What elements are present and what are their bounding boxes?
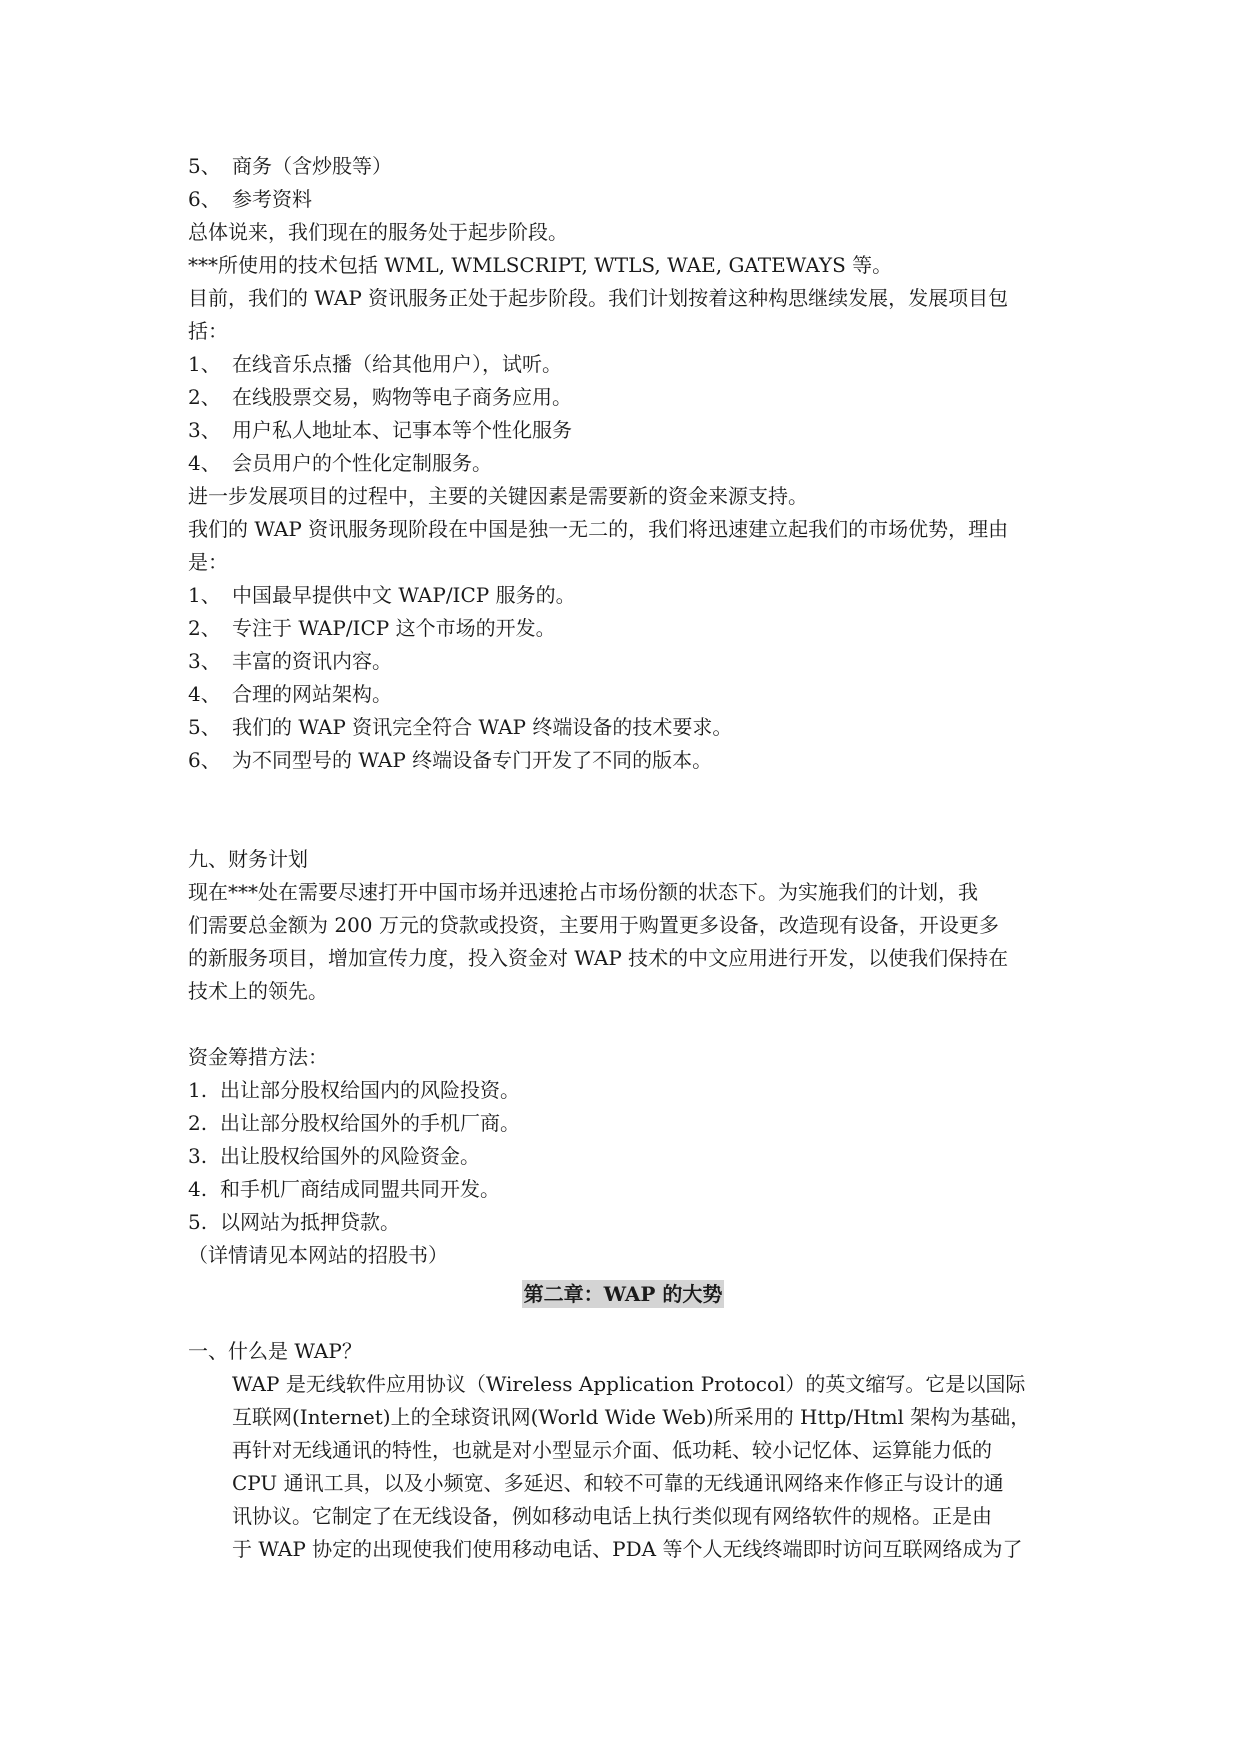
list-number: 2、 xyxy=(188,385,221,409)
advantage-intro-line: 我们的 WAP 资讯服务现阶段在中国是独一无二的，我们将迅速建立起我们的市场优势，理由 xyxy=(188,517,1009,541)
chapter-title xyxy=(188,1278,1058,1311)
list-item xyxy=(188,381,1058,414)
list-number: 2. xyxy=(188,1111,208,1135)
list-text: 我们的 WAP 资讯完全符合 WAP 终端设备的技术要求。 xyxy=(232,715,733,739)
list-text: 出让部分股权给国内的风险投资。 xyxy=(220,1078,520,1102)
list-text: 合理的网站架构。 xyxy=(232,682,392,706)
list-item xyxy=(188,711,1058,744)
list-number: 4. xyxy=(188,1177,208,1201)
list-number: 1、 xyxy=(188,352,221,376)
summary-line: 总体说来，我们现在的服务处于起步阶段。 xyxy=(188,220,568,244)
spacer xyxy=(188,777,1058,827)
advantage-intro-line: 是： xyxy=(188,550,228,574)
list-number: 2、 xyxy=(188,616,221,640)
list-number: 4、 xyxy=(188,451,221,475)
list-text: 为不同型号的 WAP 终端设备专门开发了不同的版本。 xyxy=(232,748,713,772)
list-text: 专注于 WAP/ICP 这个市场的开发。 xyxy=(232,616,556,640)
section-heading-finance: 九、财务计划 xyxy=(188,847,308,871)
document-page xyxy=(188,150,1058,1566)
list-item xyxy=(188,1107,1058,1140)
list-text: 以网站为抵押贷款。 xyxy=(220,1210,400,1234)
list-item xyxy=(188,183,1058,216)
spacer xyxy=(188,1008,1058,1041)
finance-paragraph-line: 的新服务项目，增加宣传力度，投入资金对 WAP 技术的中文应用进行开发，以使我们保持在 xyxy=(188,946,1009,970)
list-item xyxy=(188,645,1058,678)
list-item xyxy=(188,1074,1058,1107)
finance-paragraph-line: 们需要总金额为 200 万元的贷款或投资，主要用于购置更多设备，改造现有设备，开设更多 xyxy=(188,913,999,937)
list-text: 在线股票交易，购物等电子商务应用。 xyxy=(232,385,572,409)
wap-paragraph-line: 于 WAP 协定的出现使我们使用移动电话、PDA 等个人无线终端即时访问互联网络成为了 xyxy=(232,1537,1023,1561)
prospectus-note: （详情请见本网站的招股书） xyxy=(188,1243,448,1267)
list-number: 6、 xyxy=(188,187,221,211)
section-heading-what-is-wap: 一、什么是 WAP？ xyxy=(188,1339,362,1363)
tech-line: ***所使用的技术包括 WML, WMLSCRIPT, WTLS, WAE, GATEWAYS 等。 xyxy=(188,253,893,277)
wap-paragraph-line: WAP 是无线软件应用协议（Wireless Application Protocol）的英文缩写。它是以国际 xyxy=(232,1372,1026,1396)
list-text: 商务（含炒股等） xyxy=(232,154,392,178)
list-item xyxy=(188,447,1058,480)
list-text: 中国最早提供中文 WAP/ICP 服务的。 xyxy=(232,583,576,607)
list-item xyxy=(188,744,1058,777)
wap-paragraph-line: 再针对无线通讯的特性，也就是对小型显示介面、低功耗、较小记忆体、运算能力低的 xyxy=(232,1438,992,1462)
list-text: 丰富的资讯内容。 xyxy=(232,649,392,673)
list-number: 4、 xyxy=(188,682,221,706)
list-number: 3、 xyxy=(188,649,221,673)
list-item xyxy=(188,1206,1058,1239)
key-factor-line: 进一步发展项目的过程中，主要的关键因素是需要新的资金来源支持。 xyxy=(188,484,808,508)
wap-paragraph-line: 互联网(Internet)上的全球资讯网(World Wide Web)所采用的 Http/Html 架构为基础， xyxy=(232,1405,1031,1429)
list-number: 5. xyxy=(188,1210,208,1234)
funding-methods-heading: 资金筹措方法： xyxy=(188,1045,328,1069)
list-item xyxy=(188,150,1058,183)
list-number: 3. xyxy=(188,1144,208,1168)
wap-paragraph-line: 讯协议。它制定了在无线设备，例如移动电话上执行类似现有网络软件的规格。正是由 xyxy=(232,1504,992,1528)
list-number: 6、 xyxy=(188,748,221,772)
spacer xyxy=(188,827,1058,843)
list-text: 在线音乐点播（给其他用户），试听。 xyxy=(232,352,562,376)
finance-paragraph-line: 现在***处在需要尽速打开中国市场并迅速抢占市场份额的状态下。为实施我们的计划，我 xyxy=(188,880,978,904)
wap-paragraph-line: CPU 通讯工具，以及小频宽、多延迟、和较不可靠的无线通讯网络来作修正与设计的通 xyxy=(232,1471,1004,1495)
list-text: 出让部分股权给国外的手机厂商。 xyxy=(220,1111,520,1135)
list-item xyxy=(188,348,1058,381)
list-item xyxy=(188,1140,1058,1173)
list-text: 参考资料 xyxy=(232,187,312,211)
list-number: 3、 xyxy=(188,418,221,442)
chapter-title-text: 第二章：WAP 的大势 xyxy=(523,1282,723,1306)
list-number: 1. xyxy=(188,1078,208,1102)
list-text: 出让股权给国外的风险资金。 xyxy=(220,1144,480,1168)
list-number: 1、 xyxy=(188,583,221,607)
list-text: 和手机厂商结成同盟共同开发。 xyxy=(220,1177,500,1201)
list-item xyxy=(188,579,1058,612)
plan-intro-line: 括： xyxy=(188,319,228,343)
plan-intro-line: 目前，我们的 WAP 资讯服务正处于起步阶段。我们计划按着这种构思继续发展，发展项目包 xyxy=(188,286,1009,310)
list-item xyxy=(188,1173,1058,1206)
list-number: 5、 xyxy=(188,715,221,739)
list-item xyxy=(188,612,1058,645)
list-number: 5、 xyxy=(188,154,221,178)
finance-paragraph-line: 技术上的领先。 xyxy=(188,979,328,1003)
list-item xyxy=(188,678,1058,711)
list-text: 会员用户的个性化定制服务。 xyxy=(232,451,492,475)
list-item xyxy=(188,414,1058,447)
list-text: 用户私人地址本、记事本等个性化服务 xyxy=(232,418,572,442)
